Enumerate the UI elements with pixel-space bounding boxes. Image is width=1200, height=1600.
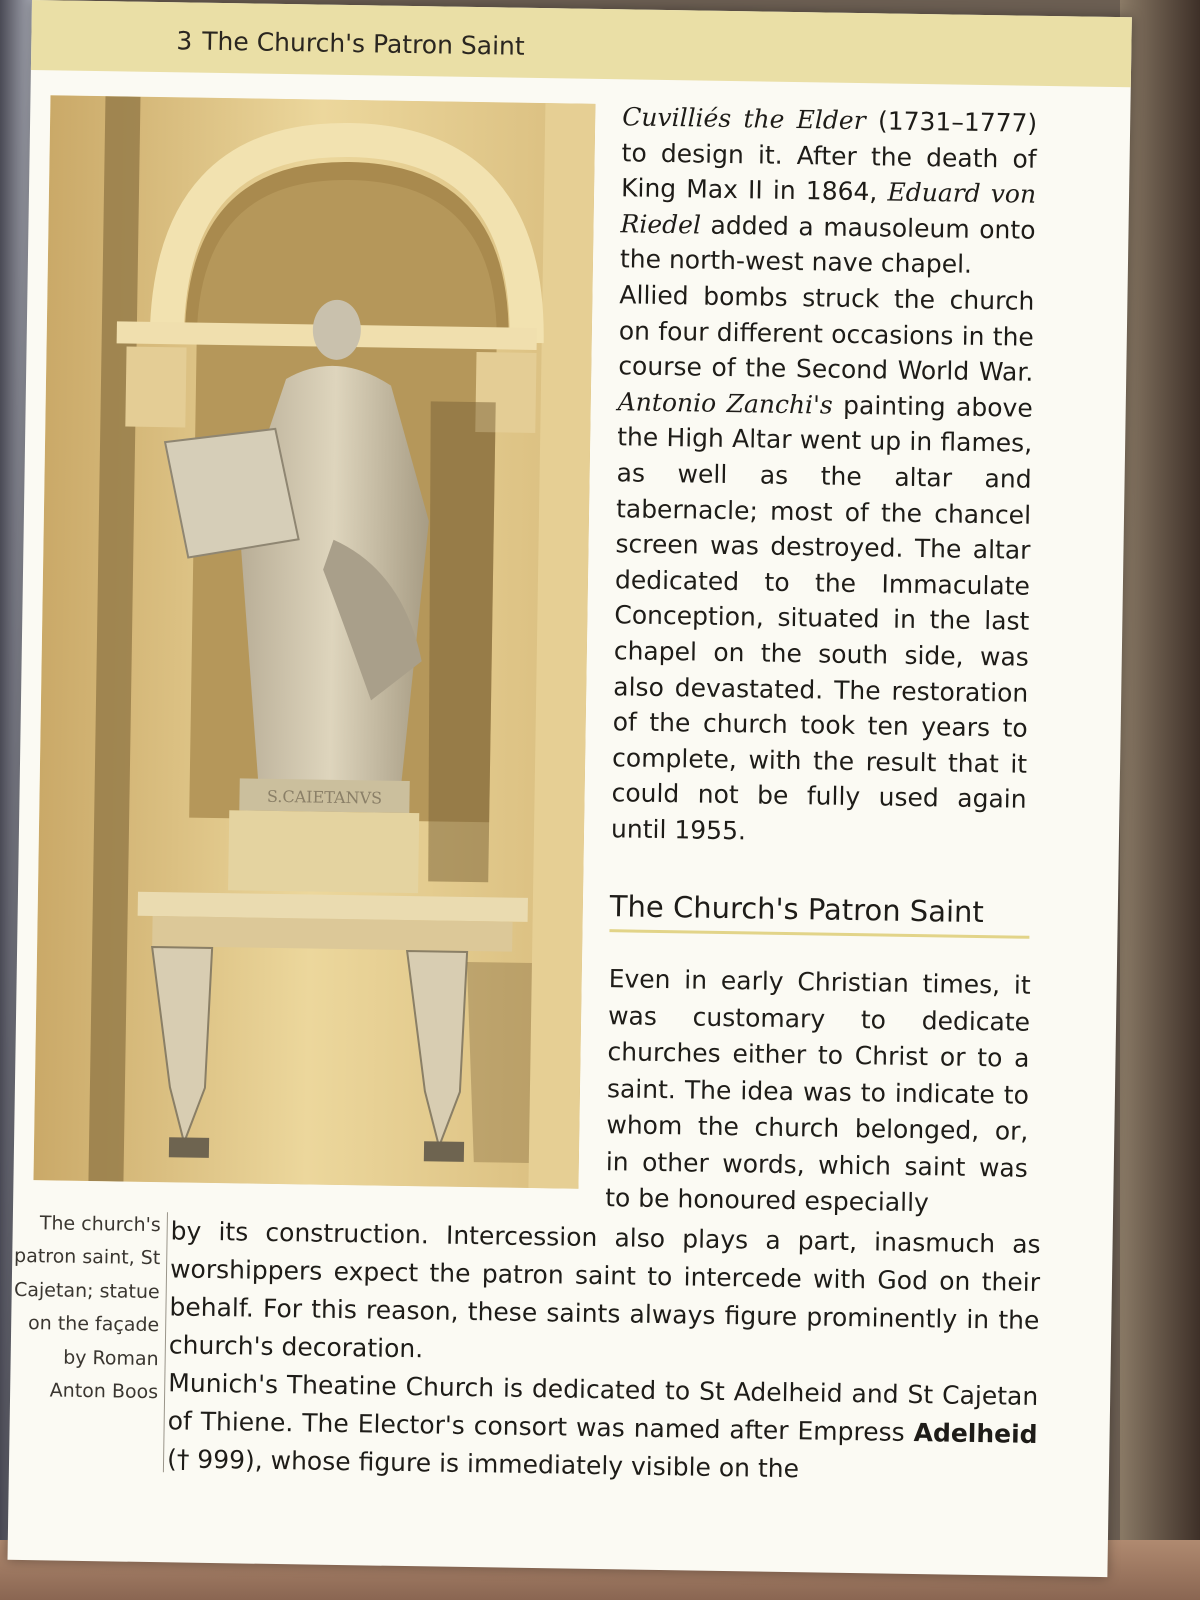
paragraph-intercession: by its construction. Intercession also plays a part, inasmuch as worshippers expect the patron saint to intercede with God on their behalf. For this reason, these saints always figure prominently in the church's decoration.: [168, 1216, 1041, 1364]
name-cuvillies: Cuvilliés the Elder: [622, 102, 866, 136]
paragraph-dedication: [167, 1364, 1039, 1492]
text-column-patron: [605, 961, 1031, 1223]
statue-inscription: S.CAIETANVS: [266, 786, 383, 808]
page-number: 3: [176, 26, 193, 56]
statue-photo: [33, 95, 595, 1188]
text-column-right: [611, 99, 1038, 853]
name-adelheid: Adelheid: [913, 1418, 1038, 1449]
header-title-line: [176, 26, 525, 60]
paragraph-text: († 999), whose figure is immediately visible on the: [166, 1444, 800, 1484]
paragraph-war-damage: [611, 277, 1035, 853]
text-column-bottom: [167, 1212, 1041, 1492]
booklet-page: [7, 0, 1131, 1577]
name-zanchi: Antonio Zanchi's: [617, 387, 833, 420]
photo-caption: The church's patron saint, St Cajetan; statue on the façade by Roman Anton Boos: [13, 1212, 161, 1404]
paragraph-text: Munich's Theatine Church is dedicated to St Adelheid and St Cajetan of Thiene. The Elector's consort was named after Empress: [167, 1368, 1039, 1448]
paragraph-text: added a mausoleum onto the north-west nave chapel.: [619, 210, 1036, 280]
paragraph-text: painting above the High Altar went up in flames, as well as the altar and tabernacle; most of the chancel screen was destroyed. The altar dedicated to the Immaculate Conception, situated in the last chapel on the south side, was also devastated. The restoration of the church took ten years to complete, with the result that it could not be fully used again until 1955.: [610, 390, 1033, 846]
paragraph-patron-intro: Even in early Christian times, it was customary to dedicate churches either to Christ or to a saint. The idea was to indicate to whom the church belonged, or, in other words, which saint was to be honoured especially: [605, 964, 1031, 1218]
name-riedel: Eduard von Riedel: [620, 177, 1037, 240]
section-heading: The Church's Patron Saint: [609, 889, 1030, 939]
paragraph-text: (1731–1777) to design it. After the death of King Max II in 1864,: [620, 106, 1038, 207]
running-header: [31, 0, 1132, 87]
header-title: The Church's Patron Saint: [202, 26, 525, 61]
paragraph-text: Allied bombs struck the church on four different occasions in the course of the Second World War.: [618, 280, 1035, 387]
background-right: [1120, 0, 1200, 1600]
statue-illustration: [33, 95, 595, 1188]
paragraph-architects: [620, 99, 1038, 283]
